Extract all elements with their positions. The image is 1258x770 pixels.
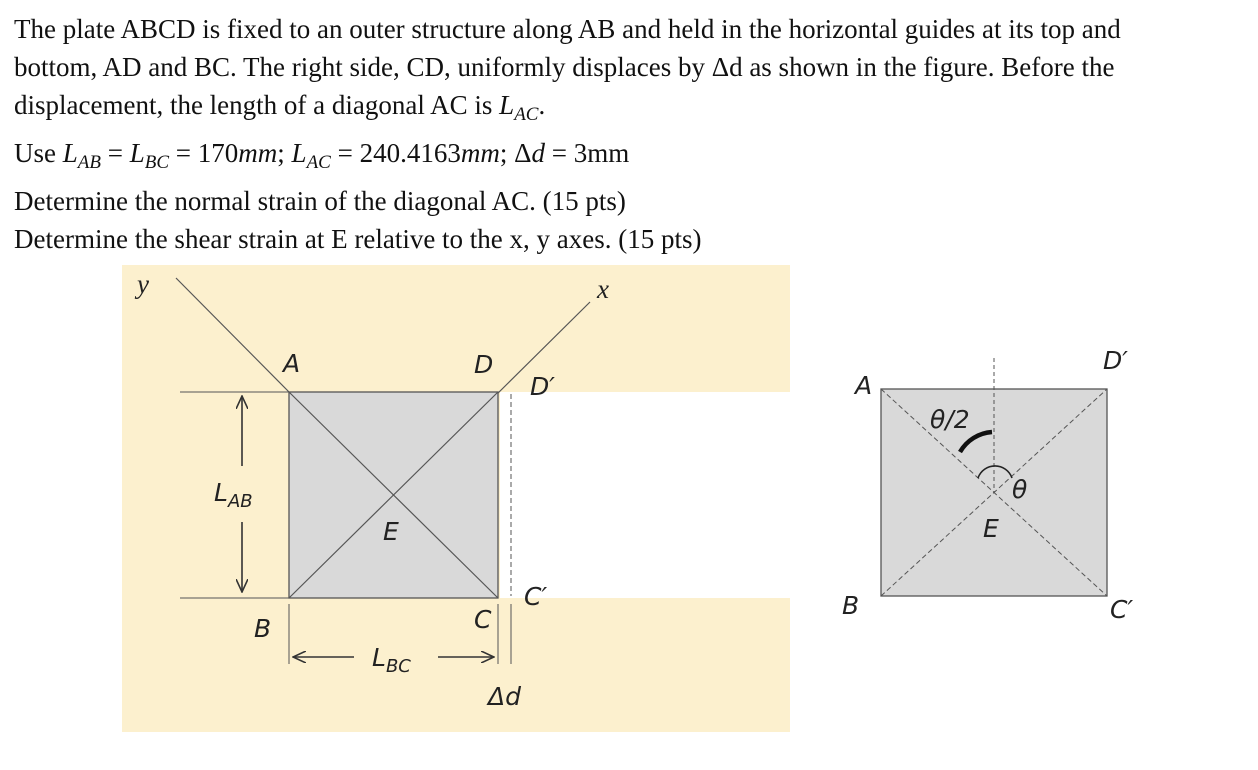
lac-given-symbol: L <box>291 138 307 168</box>
label-r-corner-d-prime: D′ <box>1103 346 1128 375</box>
question-2: Determine the shear strain at E relative to the x, y axes. (15 pts) <box>14 224 702 254</box>
label-center-e: E <box>383 517 399 546</box>
right-figure <box>842 346 1133 624</box>
lac-given-subscript: AC <box>306 152 331 173</box>
lac-subscript: AC <box>514 104 539 125</box>
use-word: Use <box>14 138 63 168</box>
lbc-subscript: BC <box>144 152 170 173</box>
label-corner-c: C <box>474 605 492 634</box>
label-r-corner-a: A <box>855 371 873 400</box>
dim-lab-subscript: AB <box>227 491 253 512</box>
lbc-symbol: L <box>129 138 145 168</box>
label-r-center-e: E <box>983 514 999 543</box>
left-figure <box>122 265 790 732</box>
dim-lbc-symbol: L <box>372 643 386 672</box>
delta-d-symbol: d <box>531 138 545 168</box>
line3-suffix: . <box>538 90 546 120</box>
separator-1: ; <box>277 138 292 168</box>
label-corner-d: D <box>474 350 494 379</box>
separator-2: ; <box>499 138 515 168</box>
label-corner-b: B <box>254 614 272 643</box>
dim-lbc-subscript: BC <box>385 656 411 677</box>
delta-value: = 3mm <box>544 138 630 168</box>
label-corner-d-prime: D′ <box>530 372 555 401</box>
label-y-axis: y <box>137 269 149 299</box>
label-x-axis: x <box>597 274 609 304</box>
problem-line-1: The plate ABCD is fixed to an outer structure along AB and held in the horizontal guides at its top and <box>14 14 1121 44</box>
label-angle-theta: θ <box>1012 475 1028 504</box>
delta-symbol: Δ <box>514 138 532 168</box>
unit-mm-2: mm <box>460 138 500 168</box>
unit-mm-1: mm <box>238 138 278 168</box>
lac-value: = 240.4163 <box>330 138 461 168</box>
lab-symbol: L <box>62 138 78 168</box>
line3-prefix: displacement, the length of a diagonal AC is <box>14 90 500 120</box>
problem-line-2: bottom, AD and BC. The right side, CD, uniformly displaces by Δd as shown in the figure. Before the <box>14 52 1115 82</box>
label-r-corner-c-prime: C′ <box>1110 595 1134 624</box>
label-dim-delta: Δd <box>488 682 521 711</box>
label-angle-theta-half: θ/2 <box>930 405 970 434</box>
lab-subscript: AB <box>77 152 101 173</box>
label-corner-c-prime: C′ <box>524 582 548 611</box>
lab-value: = 170 <box>169 138 239 168</box>
equals-1: = <box>101 138 130 168</box>
dim-lab-symbol: L <box>214 478 228 507</box>
lac-symbol: L <box>499 90 515 120</box>
label-corner-a: A <box>283 349 301 378</box>
question-1: Determine the normal strain of the diagonal AC. (15 pts) <box>14 186 626 216</box>
label-r-corner-b: B <box>842 591 860 620</box>
